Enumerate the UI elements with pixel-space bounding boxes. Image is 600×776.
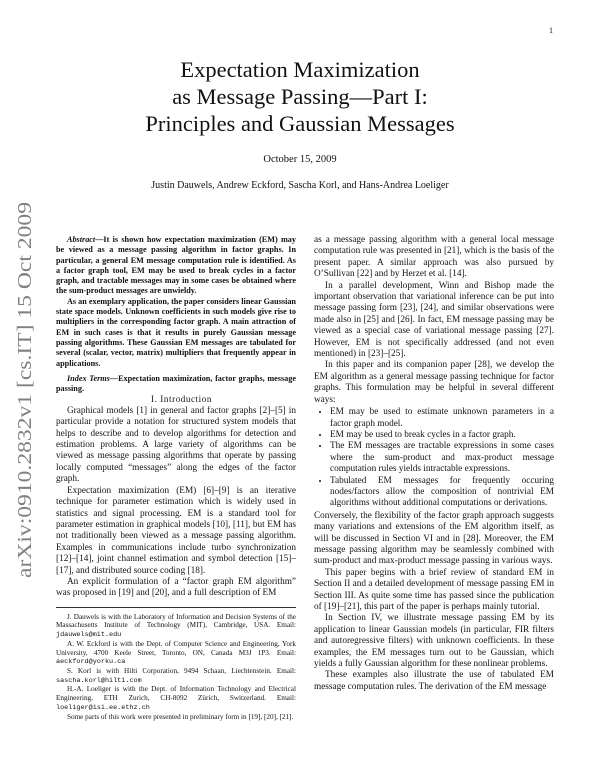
section-heading-introduction: I. Introduction [151, 394, 212, 405]
right-column [314, 235, 554, 693]
bullet-item: • EM may be used to break cycles in a factor graph. [330, 430, 554, 441]
title-line-2: as Message Passing—Part I: [172, 84, 428, 109]
abstract-text: —It is shown how expectation maximization (EM) may be viewed as a message passing algorithm in factor graphs. In particular, a general EM message computation rule is identified. As a factor graph tool, EM may be used to break cycles in a factor graph, and tractable messages may in some cases be obtained where the sum-product messages are unwieldy. [56, 235, 296, 296]
intro-paragraph-1: Graphical models [1] in general and factor graphs [2]–[5] in particular provide a notation for structured system models that helps to describe and to develop algorithms for detection and estimation problems. A large variety of algorithms can be viewed as message passing algorithms that operate by passing locally computed “messages” along the edges of the factor graph. [56, 405, 296, 485]
abstract-text-2: As an exemplary application, the paper considers linear Gaussian state space models. Unknown coefficients in such models give rise to multipliers in the corresponding factor graph. A main attraction of EM in such cases is that it results in purely Gaussian message passing algorithms. These Gaussian EM messages are tabulated for several (scalar, vector, matrix) multipliers that frequently appear in applications. [56, 296, 296, 368]
index-terms [56, 374, 296, 395]
title-line-3: Principles and Gaussian Messages [145, 111, 455, 136]
body-paragraph-3: In this paper and its companion paper [28], we develop the EM algorithm as a general message passing technique for factor graphs. This formulation may be helpful in several different ways: [314, 360, 554, 405]
left-column [56, 235, 296, 721]
bullet-item: • The EM messages are tractable expressions in some cases where the sum-product and max-product message computation rules yields intractable expressions. [330, 441, 554, 475]
bullet-item: • Tabulated EM messages for frequently occuring nodes/factors allow the composition of nontrivial EM algorithms without additional computations or derivations. [330, 476, 554, 510]
footnote-preliminary: Some parts of this work were presented in preliminary form in [19], [20], [21]. [67, 712, 294, 721]
page-number: 1 [549, 26, 553, 35]
author-list: Justin Dauwels, Andrew Eckford, Sascha Korl, and Hans-Andrea Loeliger [151, 180, 449, 191]
bullet-item: • EM may be used to estimate unknown parameters in a factor graph model. [330, 407, 554, 430]
abstract-label: Abstract [67, 235, 96, 244]
body-paragraph-7: These examples also illustrate the use of tabulated EM message computation rules. The derivation of the EM message [314, 670, 554, 692]
paper-title [90, 56, 510, 137]
email-eckford: aeckford@yorku.ca [56, 658, 126, 667]
email-korl: sascha.korl@hilti.com [56, 676, 142, 685]
body-paragraph-5: This paper begins with a brief review of standard EM in Section II and a detailed development of message passing EM in Section III. As quite some time has passed since the publication of [19]–[21], this part of the paper is perhaps mainly tutorial. [314, 567, 554, 612]
body-paragraph-6: In Section IV, we illustrate message passing EM by its application to linear Gaussian models (in particular, FIR filters and autoregressive filters) with unknown coefficients. In these examples, the EM messages turn out to be Gaussian, which yields a fully Gaussian algorithm for these nonlinear problems. [314, 613, 554, 670]
footnote-dauwels: J. Dauwels is with the Laboratory of Information and Decision Systems of the Massachusetts Institute of Technology (MIT), Cambridge, USA. Email: jdauwels@mit.edu [56, 612, 296, 640]
author-footnotes [56, 607, 296, 721]
paper-date: October 15, 2009 [263, 154, 337, 165]
footnote-korl: S. Korl is with Hilti Corporation, 9494 Schaan, Liechtenstein. Email: sascha.korl@hilti.com [56, 666, 296, 685]
index-terms-label: Index Terms [67, 373, 110, 383]
email-dauwels: jdauwels@mit.edu [56, 631, 122, 640]
footnote-eckford: A. W. Eckford is with the Dept. of Computer Science and Engineering, York University, 4700 Keele Street, Toronto, ON, Canada M3J 1P3. Email: aeckford@yorku.ca [56, 639, 296, 667]
abstract [56, 235, 296, 369]
arxiv-stamp-text: arXiv:0910.2832v1 [cs.IT] 15 Oct 2009 [15, 267, 36, 578]
index-terms-text: —Expectation maximization, factor graphs, message passing. [56, 373, 297, 394]
bullet-list [314, 407, 554, 510]
body-paragraph-4: Conversely, the flexibility of the factor graph approach suggests many variations and extensions of the EM algorithm itself, as will be discussed in Section VI and in [28]. Moreover, the EM message passing algorithm may be seamlessly combined with sum-product and max-product message passing in various ways. [314, 510, 554, 567]
body-paragraph-2: In a parallel development, Winn and Bishop made the important observation that variational inference can be put into message passing form [23], [24], and similar observations were made also in [25] and [26]. In fact, EM message passing may be viewed as a special case of variational message passing [27]. However, EM is not specifically addressed (and not even mentioned) in [23]–[25]. [314, 280, 554, 360]
title-line-1: Expectation Maximization [180, 57, 420, 82]
email-loeliger: loeliger@isi.ee.ethz.ch [56, 703, 150, 712]
body-paragraph-1: as a message passing algorithm with a general local message computation rule was presented in [21], which is the basis of the present paper. A similar approach was also pursued by O’Sullivan [22] and by Herzet et al. [14]. [314, 235, 554, 280]
arxiv-stamp [13, 200, 37, 580]
intro-paragraph-2: Expectation maximization (EM) [6]–[9] is an iterative technique for parameter estimation which is widely used in statistics and signal processing. EM is a standard tool for parameter estimation in graphical models [10], [11], but EM has not traditionally been viewed as a message passing algorithm. Examples in communications include turbo synchronization [12]–[14], joint channel estimation and symbol detection [15]–[17], and distributed source coding [18]. [56, 485, 296, 576]
footnote-loeliger: H.-A. Loeliger is with the Dept. of Information Technology and Electrical Engineering, ETH Zurich, CH-8092 Zürich, Switzerland. Email: loeliger@isi.ee.ethz.ch [56, 685, 296, 712]
intro-paragraph-3: An explicit formulation of a “factor graph EM algorithm” was proposed in [19] and [20], and a full description of EM [56, 576, 296, 599]
